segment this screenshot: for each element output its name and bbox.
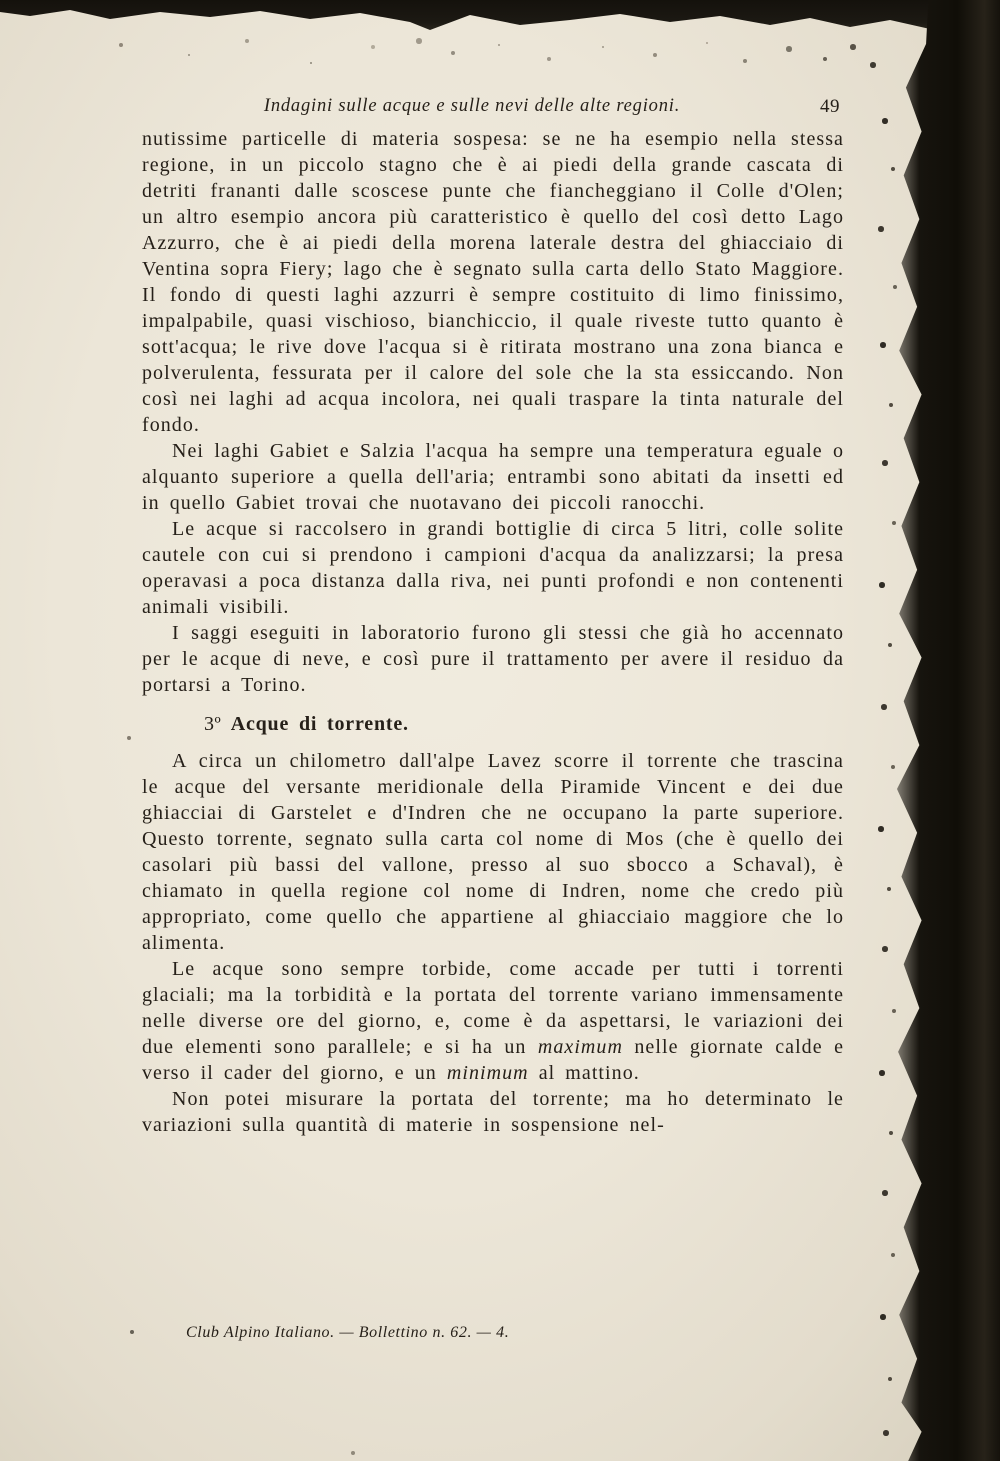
paragraph: Non potei misurare la portata del torrente; ma ho determinato le variazioni sulla quantità di materie in sospensione nel-	[142, 1088, 844, 1136]
footer-imprint: Club Alpino Italiano. — Bollettino n. 62. — 4.	[186, 1324, 510, 1341]
scan-artifact-top-band	[0, 0, 1000, 36]
scan-artifact-right-band	[888, 0, 1000, 1461]
paragraph: Nei laghi Gabiet e Salzia l'acqua ha sempre una temperatura eguale o alquanto superiore a quella dell'aria; entrambi sono abitati da insetti ed in quello Gabiet trovai che nuotavano dei piccoli ranocchi.	[142, 440, 844, 514]
paragraph: I saggi eseguiti in laboratorio furono gli stessi che già ho accennato per le acque di neve, e così pure il trattamento per avere il residuo da portarsi a Torino.	[142, 622, 844, 696]
page-footer	[186, 1324, 509, 1342]
running-title: Indagini sulle acque e sulle nevi delle alte regioni.	[263, 96, 681, 116]
paragraph: nutissime particelle di materia sospesa: se ne ha esempio nella stessa regione, in un piccolo stagno che è ai piedi della grande cascata di detriti frananti dalle scoscese punte che fiancheggiano il Colle d'Olen; un altro esempio ancora più caratteristico è quello del così detto Lago Azzurro, che è ai piedi della morena laterale destra del ghiacciaio di Ventina sopra Fiery; lago che è segnato sulla carta dello Stato Maggiore. Il fondo di questi laghi azzurri è sempre costituito di limo finissimo, impalpabile, quasi vischioso, bianchiccio, il quale riveste tutto quanto è sott'acqua; le rive dove l'acqua si è ritirata mostrano una zona bianca e polverulenta, fessurata per il calore del sole che la sta essiccando. Non così nei laghi ad acqua incolora, nei quali traspare la tinta naturale del fondo.	[142, 128, 844, 436]
paragraph: Le acque sono sempre torbide, come accade per tutti i torrenti glaciali; ma la torbidità e la portata del torrente variano immensamente nelle diverse ore del giorno, e, come è da aspettarsi, le variazioni dei due elementi sono parallele; e si ha un maximum nelle giornate calde e verso il cader del giorno, e un minimum al mattino.	[142, 958, 844, 1084]
page-number: 49	[820, 96, 840, 117]
page-body	[142, 126, 844, 1138]
section-title: Acque di torrente.	[230, 713, 409, 735]
section-heading	[204, 711, 844, 737]
page-header	[142, 96, 842, 124]
paragraph: Le acque si raccolsero in grandi bottiglie di circa 5 litri, colle solite cautele con cui si prendono i campioni d'acqua da analizzarsi; la presa operavasi a poca distanza dalla riva, nei punti profondi e non contenenti animali visibili.	[142, 518, 844, 618]
section-number: 3º	[204, 713, 231, 735]
paragraph: A circa un chilometro dall'alpe Lavez scorre il torrente che trascina le acque del versante meridionale della Piramide Vincent e dei due ghiacciai di Garstelet e d'Indren che ne occupano la parte superiore. Questo torrente, segnato sulla carta col nome di Mos (che è quello dei casolari più bassi del vallone, presso al suo sbocco a Schaval), è chiamato in quella regione col nome di Indren, nome che credo più appropriato, come quello che appartiene al ghiacciaio maggiore che lo alimenta.	[142, 750, 844, 954]
